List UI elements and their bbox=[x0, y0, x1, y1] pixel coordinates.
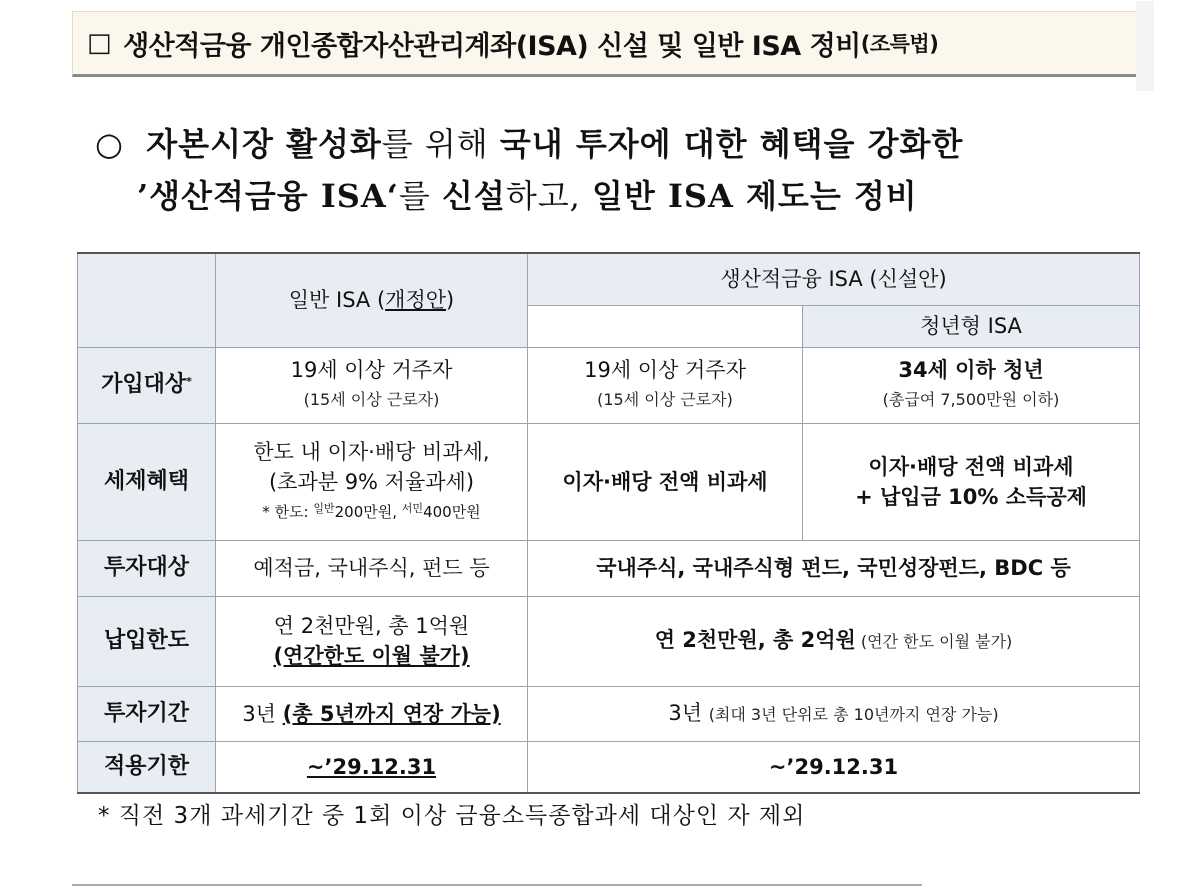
bullet-text: 국내 투자에 대한 혜택을 강화한 bbox=[499, 125, 964, 163]
checkbox-icon: □ bbox=[87, 28, 112, 58]
cell-productive-investment: 국내주식, 국내주식형 펀드, 국민성장펀드, BDC 등 bbox=[528, 540, 1140, 596]
row-label-eligibility: 가입대상* bbox=[78, 347, 216, 423]
section-title bbox=[72, 11, 1137, 77]
divider bbox=[72, 884, 922, 886]
shade-edge bbox=[1136, 1, 1154, 91]
header-blank bbox=[528, 305, 803, 347]
cell-productive-deadline: ~’29.12.31 bbox=[528, 741, 1140, 793]
comparison-table bbox=[77, 252, 1140, 794]
header-text: 일반 ISA ( bbox=[288, 288, 386, 313]
bullet-text: 신설 bbox=[441, 177, 506, 215]
row-label-period: 투자기간 bbox=[78, 686, 216, 741]
cell-productive-period: 3년 (최대 3년 단위로 총 10년까지 연장 가능) bbox=[528, 686, 1140, 741]
bullet-line-2 bbox=[95, 170, 1155, 222]
bullet-text: 일반 ISA 제도는 정비 bbox=[591, 177, 918, 215]
cell-general-tax: 한도 내 이자·배당 비과세, (초과분 9% 저율과세) * 한도: $^{일반}$200만원, $^{서민}$400만원 bbox=[216, 423, 528, 540]
footnote: * 직전 3개 과세기간 중 1회 이상 금융소득종합과세 대상인 자 제외 bbox=[98, 803, 806, 829]
header-text: 개정안 bbox=[385, 288, 447, 313]
cell-general-deadline: ~’29.12.31 bbox=[216, 741, 528, 793]
bullet-text: 를 bbox=[398, 177, 442, 215]
cell-general-period: 3년 (총 5년까지 연장 가능) bbox=[216, 686, 528, 741]
header-text: ) bbox=[446, 288, 455, 313]
cell-productive-eligibility: 19세 이상 거주자 (15세 이상 근로자) bbox=[528, 347, 803, 423]
cell-general-investment: 예적금, 국내주식, 펀드 등 bbox=[216, 540, 528, 596]
row-label-investment: 투자대상 bbox=[78, 540, 216, 596]
cell-youth-eligibility: 34세 이하 청년 (총급여 7,500만원 이하) bbox=[803, 347, 1140, 423]
section-title-text: 생산적금융 개인종합자산관리계좌(ISA) 신설 및 일반 ISA 정비 bbox=[123, 30, 861, 62]
bullet-line-1 bbox=[95, 118, 1155, 170]
bullet-marker-icon: ○ bbox=[95, 125, 124, 163]
cell-productive-limit: 연 2천만원, 총 2억원 (연간 한도 이월 불가) bbox=[528, 596, 1140, 686]
bullet-paragraph bbox=[95, 118, 1155, 222]
section-title-suffix: (조특법) bbox=[860, 32, 939, 56]
row-label-deadline: 적용기한 bbox=[78, 741, 216, 793]
header-corner bbox=[78, 253, 216, 347]
header-youth-isa: 청년형 ISA bbox=[803, 305, 1140, 347]
header-general-isa bbox=[216, 253, 528, 347]
bullet-text: 를 위해 bbox=[381, 125, 500, 163]
cell-productive-tax: 이자·배당 전액 비과세 bbox=[528, 423, 803, 540]
bullet-text: 자본시장 활성화 bbox=[146, 125, 382, 163]
row-label-tax: 세제혜택 bbox=[78, 423, 216, 540]
row-label-limit: 납입한도 bbox=[78, 596, 216, 686]
cell-youth-tax: 이자·배당 전액 비과세 + 납입금 10% 소득공제 bbox=[803, 423, 1140, 540]
bullet-text: 하고, bbox=[505, 177, 592, 215]
bullet-text: ’생산적금융 ISA‘ bbox=[137, 177, 399, 215]
cell-general-limit: 연 2천만원, 총 1억원 (연간한도 이월 불가) bbox=[216, 596, 528, 686]
header-productive-isa: 생산적금융 ISA (신설안) bbox=[528, 253, 1140, 305]
cell-general-eligibility: 19세 이상 거주자 (15세 이상 근로자) bbox=[216, 347, 528, 423]
